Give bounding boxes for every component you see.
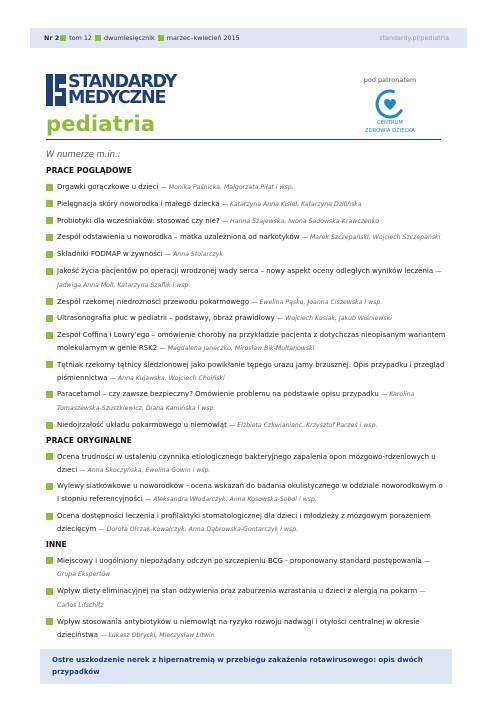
list-item[interactable] — [57, 198, 446, 212]
article-authors: — Karolina Tomaszewska-Szuszkiewicz, Diana Kamińska i wsp. — [57, 391, 415, 413]
highlighted-article[interactable]: Ostre uszkodzenie nerek z hipernatremią w przebiegu zakażenia rotawirusowego: opis dwóch przypadków — [40, 649, 452, 684]
square-bullet-icon — [46, 618, 53, 625]
patronage-block — [355, 76, 425, 135]
square-bullet-icon — [46, 217, 53, 224]
list-item[interactable] — [57, 181, 446, 195]
article-authors: — Łukasz Obrycki, Mieczysław Litwin — [100, 631, 215, 639]
article-title: Wylewy siatkówkowe u noworodków - ocena wskazań do badania okulistycznego w oddziale noworodkowym o I stopniu referencyjności — [57, 482, 443, 504]
issue-volume: tom 12 — [69, 34, 92, 42]
square-bullet-icon — [46, 391, 53, 398]
article-title: Niedojrzałość układu pokarmowego u niemowląt — [57, 420, 227, 429]
article-authors: — Monika Paśnicka, Małgorzata Piłat i wsp. — [160, 184, 294, 191]
list-item[interactable] — [57, 248, 446, 262]
patronage-label: pod patronatem — [363, 76, 417, 84]
article-title: Tętniak rzekomy tętnicy śledzionowej jako powikłanie tępego urazu jamy brzusznej. Opis przypadku i przegląd piśmiennictwa — [57, 360, 445, 382]
list-item[interactable] — [57, 555, 446, 583]
list-item[interactable] — [57, 312, 446, 326]
article-authors: — Marek Szczepański, Wojciech Szczepański — [301, 234, 441, 242]
issue-frequency: dwumiesięcznik — [104, 34, 155, 42]
table-of-contents — [46, 166, 446, 684]
logo-s-mark-icon — [46, 74, 66, 106]
list-item[interactable] — [57, 585, 446, 613]
article-authors: — Wojciech Kosiak, Jakub Wiśniewski — [277, 315, 392, 323]
list-item[interactable] — [57, 480, 446, 507]
logo-line-1: STANDARDY — [68, 72, 177, 92]
list-item[interactable] — [57, 231, 446, 245]
article-title: Paracetamol – czy zawsze bezpieczny? Omówienie problemu na podstawie opisu przypadku — [57, 390, 379, 399]
square-bullet-icon — [46, 200, 53, 207]
list-item[interactable] — [57, 215, 446, 229]
square-bullet-icon — [158, 35, 164, 41]
issue-number: Nr 2 — [44, 34, 60, 42]
square-bullet-icon — [46, 268, 53, 275]
article-authors: — Dorota Olczak-Kowalczyk, Anna Dąbrowska-Gontarczyk i wsp. — [98, 525, 299, 533]
article-title: Zespół odstawienia u noworodka – matka uzależniona od narkotyków — [57, 233, 300, 242]
square-bullet-icon — [46, 361, 53, 368]
article-title: Składniki FODMAP w żywności — [57, 250, 163, 259]
article-authors: — Aleksandra Włodarczyk, Anna Kosowska-Sobol i wsp. — [145, 496, 317, 504]
article-title: Drgawki gorączkowe u dzieci — [57, 183, 159, 191]
article-authors: — Magdalena Janeczko, Mirosław Bik-Multanowski — [159, 344, 315, 352]
square-bullet-icon — [46, 332, 53, 339]
article-title: Zespół Coffina i Lowry'ego – omówienie choroby na przykładzie pacjenta z dotychczas nieopisanym wariantem molekularnym w genie RSK2 — [57, 331, 446, 352]
section-other — [46, 540, 446, 643]
article-title: Miejscowy i uogólniony niepożądany odczyn po szczepieniu BCG - proponowany standard postępowania — [57, 556, 422, 565]
article-title: Probiotyki dla wcześniaków: stosować czy nie? — [57, 216, 220, 225]
logo-line-2: MEDYCZNE — [68, 88, 166, 108]
article-authors: — Grupa Ekspertów — [57, 557, 431, 579]
square-bullet-icon — [95, 35, 101, 41]
article-authors: — Carlos Lifschitz — [57, 588, 426, 609]
square-bullet-icon — [46, 315, 53, 322]
article-authors: — Jadwiga Anna Moll, Katarzyna Szaflik i wsp. — [57, 267, 442, 289]
article-authors: — Hanna Szajewska, Iwona Sadowska-Krawczenko — [221, 217, 380, 225]
square-bullet-icon — [46, 298, 53, 305]
article-title: Wpływ stosowania antybiotyków u niemowląt na ryzyko rozwoju nadwagi i otyłości centralnej w okresie dzieciństwa — [57, 617, 420, 639]
list-item[interactable] — [57, 616, 446, 643]
square-bullet-icon — [46, 234, 53, 241]
section-review — [46, 166, 446, 433]
list-item[interactable] — [57, 329, 446, 356]
square-bullet-icon — [60, 35, 66, 41]
article-authors: — Anna Skoczyńska, Ewelina Gowin i wsp. — [79, 466, 211, 474]
article-title: Jakość życia pacjentów po operacji wrodzonej wady serca – nowy aspekt oceny odległych wyników leczenia — [57, 266, 434, 275]
article-authors: — Anna Stolarczyk — [164, 251, 223, 259]
issue-info — [44, 34, 240, 42]
list-item[interactable] — [57, 265, 446, 293]
list-item[interactable] — [57, 419, 446, 433]
header-divider — [46, 139, 441, 140]
issue-date: marzec–kwiecień 2015 — [166, 34, 240, 42]
square-bullet-icon — [46, 184, 53, 191]
section-title: PRACE POGLĄDOWE — [46, 166, 132, 175]
square-bullet-icon — [46, 513, 53, 520]
article-authors: — Elżbieta Czkwianianc, Krzysztof Pacześ i wsp. — [229, 421, 378, 429]
square-bullet-icon — [46, 453, 53, 460]
square-bullet-icon — [46, 557, 53, 564]
article-title: Ultrasonografia płuc w pediatrii – podstawy, obraz prawidłowy — [57, 314, 275, 323]
article-title: Ocena dostępności leczenia i profilaktyki stomatologicznej dla dzieci i młodzieży z mózgowym porażeniem dziecięcym — [57, 511, 431, 533]
article-authors: — Ewelina Pąsko, Joanna Ciszewska i wsp. — [251, 298, 383, 306]
issue-header-bar — [30, 28, 467, 48]
article-authors: — Katarzyna Anna Kisiel, Katarzyna Dzilińska — [221, 200, 362, 208]
square-bullet-icon — [46, 251, 53, 258]
patronage-name-2: ZDROWIA DZIECKA — [365, 128, 415, 134]
article-title: Zespół rzekomej niedrożności przewodu pokarmowego — [57, 297, 250, 306]
section-original — [46, 436, 446, 537]
journal-title: pediatria — [46, 112, 156, 136]
square-bullet-icon — [46, 483, 53, 490]
square-bullet-icon — [46, 588, 53, 595]
heart-logo-icon — [375, 89, 405, 119]
square-bullet-icon — [46, 422, 53, 429]
article-title: Wpływ diety eliminacyjnej na stan odżywienia oraz zaburzenia wzrastania u dzieci z alergią na pokarm — [57, 587, 418, 596]
section-title: PRACE ORYGINALNE — [46, 435, 132, 445]
article-title: Pielęgnacja skóry noworodka i małego dziecka — [57, 199, 220, 208]
list-item[interactable] — [57, 359, 446, 386]
intro-text: W numerze m.in.: — [46, 149, 121, 159]
list-item[interactable] — [57, 451, 446, 478]
list-item[interactable] — [57, 388, 446, 416]
article-title: Ocena trudności w ustaleniu czynnika etiologicznego bakteryjnego zapalenia opon mózgowo-rdzeniowych u dzieci — [57, 452, 436, 474]
patronage-name-1: CENTRUM — [377, 120, 403, 126]
website-link[interactable]: standardy.pl/pediatria — [379, 34, 449, 42]
section-title: INNE — [46, 539, 67, 549]
list-item[interactable] — [57, 296, 446, 310]
list-item[interactable] — [57, 510, 446, 537]
article-authors: — Anna Kujawska, Wojciech Choiński — [109, 374, 225, 382]
